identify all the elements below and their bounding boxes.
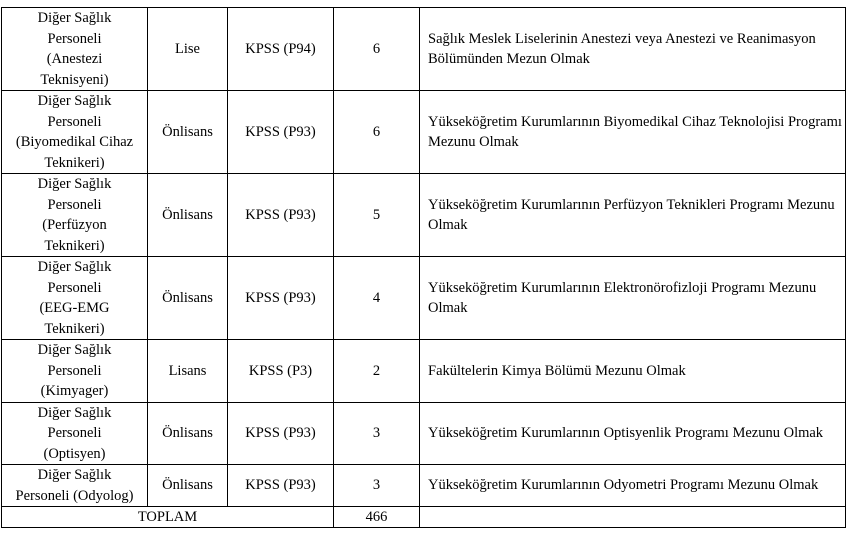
position-title-line: Diğer Sağlık [37, 467, 112, 483]
table-row [2, 91, 846, 174]
total-value: 466 [334, 507, 420, 528]
exam-score-cell: KPSS (P93) [228, 174, 334, 257]
table-row [2, 465, 846, 507]
total-label: TOPLAM [2, 507, 334, 528]
position-title-cell [2, 340, 148, 403]
education-level-cell: Lise [148, 8, 228, 91]
education-level-cell: Önlisans [148, 174, 228, 257]
position-title-line: Personeli [47, 362, 102, 379]
position-title-line: Personeli [47, 279, 102, 296]
exam-score-cell: KPSS (P93) [228, 257, 334, 340]
position-title-line: (Kimyager) [40, 383, 109, 399]
table-row [2, 340, 846, 403]
quota-count-cell: 3 [334, 402, 420, 465]
requirement-cell: Sağlık Meslek Liselerinin Anestezi veya Anestezi ve Reanimasyon Bölümünden Mezun Olmak [420, 8, 846, 91]
requirement-cell: Yükseköğretim Kurumlarının Odyometri Programı Mezunu Olmak [420, 465, 846, 507]
requirement-cell: Yükseköğretim Kurumlarının Elektronörofizloji Programı Mezunu Olmak [420, 257, 846, 340]
total-empty-cell [420, 507, 846, 528]
quota-count-cell: 6 [334, 91, 420, 174]
position-title-line: Personeli [47, 113, 102, 130]
requirement-cell: Yükseköğretim Kurumlarının Biyomedikal Cihaz Teknolojisi Programı Mezunu Olmak [420, 91, 846, 174]
education-level-cell: Önlisans [148, 402, 228, 465]
quota-count-cell: 3 [334, 465, 420, 507]
position-title-cell [2, 91, 148, 174]
position-title-line: (Biyomedikal Cihaz [15, 134, 134, 150]
position-title-line: Diğer Sağlık [37, 404, 112, 421]
position-title-line: (Optisyen) [43, 445, 106, 462]
position-title-line: Personeli [47, 425, 102, 441]
quota-count-cell: 6 [334, 8, 420, 91]
table-row [2, 402, 846, 465]
position-title-cell [2, 257, 148, 340]
table-row [2, 174, 846, 257]
position-title-cell [2, 465, 148, 507]
position-title-cell [2, 8, 148, 91]
position-title-line: Personeli [47, 30, 102, 47]
position-title-line: Teknisyeni) [40, 71, 109, 88]
position-title-line: (EEG-EMG [39, 300, 110, 316]
exam-score-cell: KPSS (P93) [228, 402, 334, 465]
position-title-cell [2, 174, 148, 257]
position-title-line: Personeli (Odyolog) [15, 487, 134, 504]
education-level-cell: Önlisans [148, 91, 228, 174]
position-title-line: Diğer Sağlık [37, 259, 112, 275]
position-title-cell [2, 402, 148, 465]
position-title-line: (Anestezi [46, 51, 103, 67]
education-level-cell: Lisans [148, 340, 228, 403]
position-title-line: Diğer Sağlık [37, 176, 112, 192]
position-title-line: Personeli [47, 196, 102, 213]
position-title-line: Teknikeri) [44, 154, 105, 171]
table-row [2, 257, 846, 340]
exam-score-cell: KPSS (P94) [228, 8, 334, 91]
quota-count-cell: 5 [334, 174, 420, 257]
total-row [2, 507, 846, 528]
position-title-line: Diğer Sağlık [37, 342, 112, 358]
quota-count-cell: 4 [334, 257, 420, 340]
exam-score-cell: KPSS (P93) [228, 91, 334, 174]
position-title-line: (Perfüzyon [42, 217, 107, 233]
quota-count-cell: 2 [334, 340, 420, 403]
position-title-line: Teknikeri) [44, 237, 105, 254]
exam-score-cell: KPSS (P93) [228, 465, 334, 507]
requirement-cell: Yükseköğretim Kurumlarının Perfüzyon Teknikleri Programı Mezunu Olmak [420, 174, 846, 257]
position-title-line: Diğer Sağlık [37, 10, 112, 26]
positions-table [1, 7, 846, 528]
requirement-cell: Yükseköğretim Kurumlarının Optisyenlik Programı Mezunu Olmak [420, 402, 846, 465]
requirement-cell: Fakültelerin Kimya Bölümü Mezunu Olmak [420, 340, 846, 403]
position-title-line: Diğer Sağlık [37, 93, 112, 109]
position-title-line: Teknikeri) [44, 320, 105, 337]
education-level-cell: Önlisans [148, 257, 228, 340]
table-row [2, 8, 846, 91]
exam-score-cell: KPSS (P3) [228, 340, 334, 403]
education-level-cell: Önlisans [148, 465, 228, 507]
